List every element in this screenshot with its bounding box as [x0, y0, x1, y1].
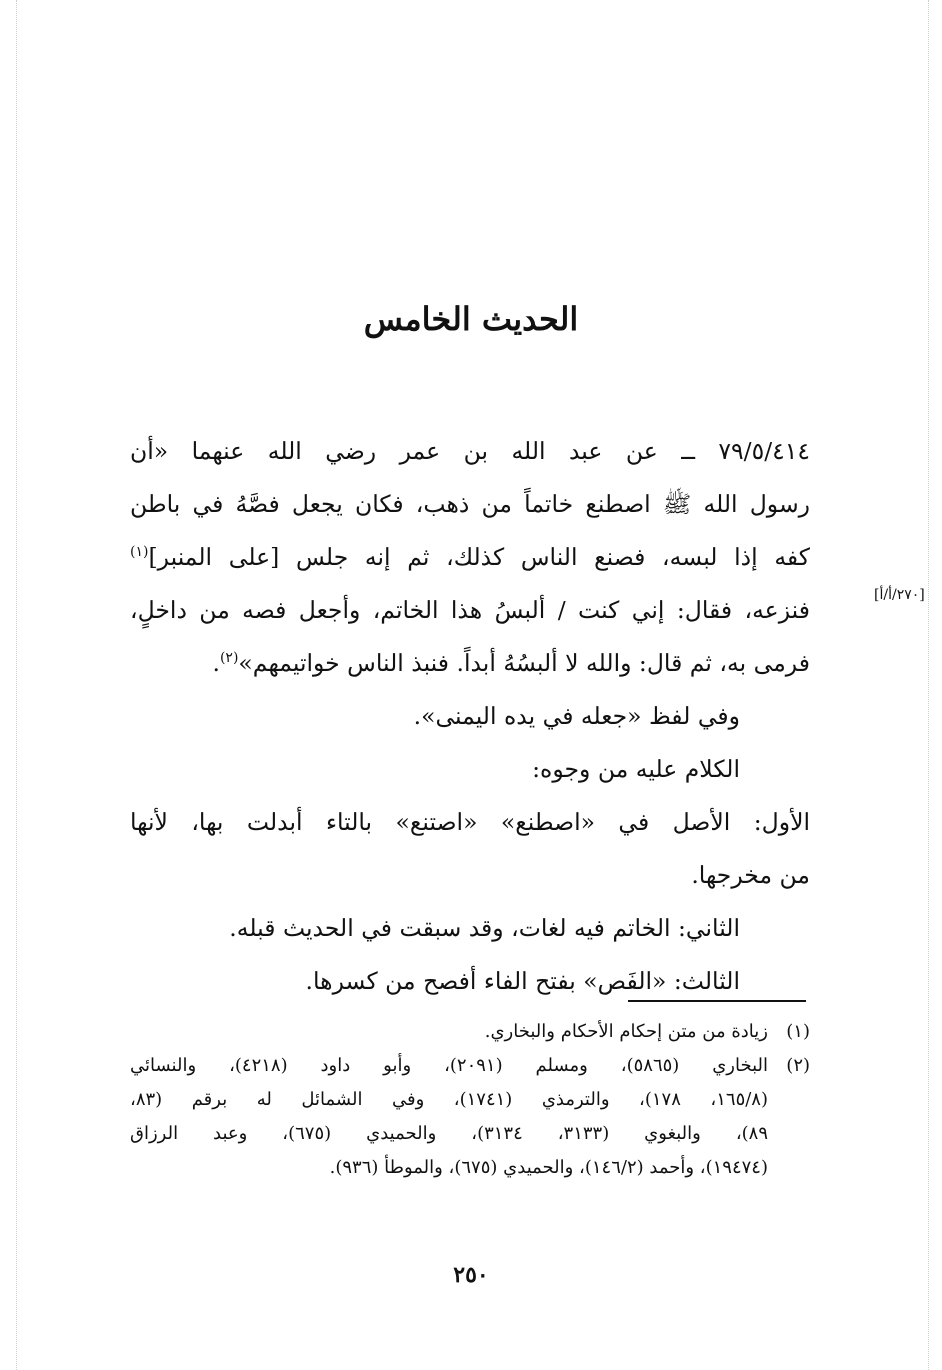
trailing-period: . — [212, 649, 220, 677]
footnote-line: (١٩٤٧٤)، وأحمد (١٤٦/٢)، والحميدي (٦٧٥)، والموطأ (٩٣٦). — [329, 1157, 768, 1178]
footnote-separator — [628, 1000, 806, 1002]
footnote-1 — [130, 1015, 810, 1049]
body-line-text: كفه إذا لبسه، فصنع الناس كذلك، ثم إنه جلس [على المنبر] — [148, 543, 810, 571]
body-line — [130, 637, 810, 690]
footnote-line — [130, 1015, 810, 1049]
footnotes — [130, 1015, 810, 1185]
footnote-number: (٢) — [786, 1055, 811, 1076]
footnote-line — [130, 1049, 810, 1083]
footnote-ref-1: (١) — [130, 544, 149, 561]
body-line: الثاني: الخاتم فيه لغات، وقد سبقت في الحديث قبله. — [229, 914, 740, 942]
footnote-line: ٨٩)، والبغوي (٣١٣٣، ٣١٣٤)، والحميدي (٦٧٥)، وعبد الرزاق — [130, 1123, 768, 1144]
body-line-text: فرمى به، ثم قال: والله لا ألبسُهُ أبداً. فنبذ الناس خواتيمهم» — [238, 649, 810, 677]
body-line: الثالث: «الفَص» بفتح الفاء أفصح من كسرها. — [305, 967, 740, 995]
footnote-number: (١) — [786, 1021, 810, 1042]
scan-edge-right — [928, 0, 929, 1370]
body-line: الكلام عليه من وجوه: — [532, 755, 740, 783]
body-line: من مخرجها. — [691, 861, 810, 889]
chapter-title: الحديث الخامس — [363, 300, 579, 338]
footnote-text: زيادة من متن إحكام الأحكام والبخاري. — [484, 1021, 768, 1042]
scan-edge-left — [16, 0, 17, 1370]
manuscript-folio-marker: [٢٧٠/أ/أ] — [874, 587, 925, 603]
footnote-text: البخاري (٥٨٦٥)، ومسلم (٢٠٩١)، وأبو داود (٤٢١٨)، والنسائي — [130, 1055, 769, 1076]
body-line: رسول الله ﷺ اصطنع خاتماً من ذهب، فكان يجعل فصَّهُ في باطن — [130, 490, 810, 518]
body-line: ٧٩/٥/٤١٤ ــ عن عبد الله بن عمر رضي الله عنهما «أن — [130, 437, 810, 465]
body-line — [130, 531, 810, 584]
hadith-body — [130, 425, 810, 1008]
page-number: ٢٥٠ — [453, 1262, 489, 1288]
footnote-2 — [130, 1049, 810, 1185]
footnote-ref-2: (٢) — [219, 650, 239, 667]
footnote-line: (١٦٥/٨، ١٧٨)، والترمذي (١٧٤١)، وفي الشمائل له برقم (٨٣، — [130, 1089, 769, 1110]
body-line: الأول: الأصل في «اصطنع» «اصتنع» بالتاء أبدلت بها، لأنها — [130, 808, 810, 836]
body-line: فنزعه، فقال: إني كنت / ألبسُ هذا الخاتم، وأجعل فصه من داخلٍ، — [130, 596, 810, 624]
body-line: وفي لفظ «جعله في يده اليمنى». — [413, 702, 740, 730]
